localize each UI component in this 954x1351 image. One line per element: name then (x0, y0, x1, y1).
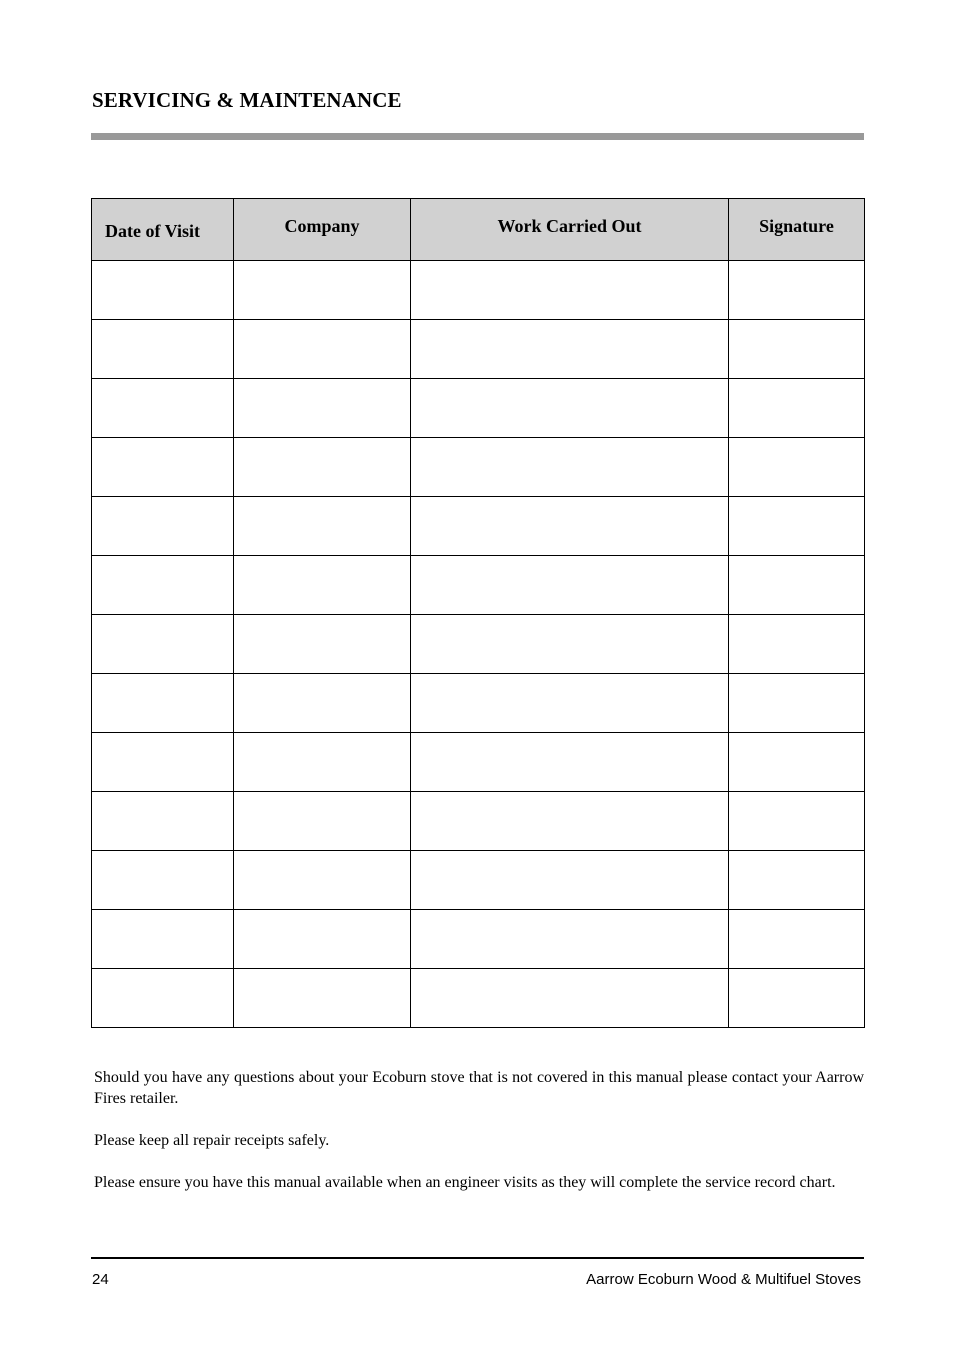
table-row (92, 261, 865, 320)
table-row (92, 320, 865, 379)
table-row (92, 438, 865, 497)
company-cell (234, 261, 411, 320)
table-body (92, 261, 865, 1028)
table-row (92, 792, 865, 851)
work-cell (411, 851, 729, 910)
date-cell (92, 792, 234, 851)
work-cell (411, 615, 729, 674)
table-row (92, 497, 865, 556)
table-row (92, 674, 865, 733)
date-cell (92, 497, 234, 556)
date-cell (92, 556, 234, 615)
column-header-date: Date of Visit (92, 199, 234, 261)
note-manual-available: Please ensure you have this manual available when an engineer visits as they will complete the service record chart. (94, 1174, 836, 1191)
signature-cell (729, 261, 865, 320)
signature-cell (729, 674, 865, 733)
company-cell (234, 438, 411, 497)
date-cell (92, 615, 234, 674)
table-header-row (92, 199, 865, 261)
table-row (92, 615, 865, 674)
document-title: Aarrow Ecoburn Wood & Multifuel Stoves (586, 1271, 861, 1288)
work-cell (411, 792, 729, 851)
service-record-table (91, 198, 865, 1028)
work-cell (411, 261, 729, 320)
note-keep-receipts: Please keep all repair receipts safely. (94, 1132, 330, 1149)
date-cell (92, 969, 234, 1028)
work-cell (411, 497, 729, 556)
company-cell (234, 674, 411, 733)
page-number: 24 (92, 1271, 109, 1288)
work-cell (411, 320, 729, 379)
signature-cell (729, 910, 865, 969)
company-cell (234, 320, 411, 379)
table-row (92, 733, 865, 792)
company-cell (234, 969, 411, 1028)
title-divider (91, 133, 864, 140)
date-cell (92, 910, 234, 969)
date-cell (92, 733, 234, 792)
work-cell (411, 438, 729, 497)
page-title: SERVICING & MAINTENANCE (92, 88, 402, 112)
column-header-signature: Signature (729, 199, 865, 261)
date-cell (92, 320, 234, 379)
column-header-work: Work Carried Out (411, 199, 729, 261)
note-contact-retailer: Should you have any questions about your Ecoburn stove that is not covered in this manual please contact your Aarrow Fires retailer. (94, 1069, 864, 1107)
work-cell (411, 733, 729, 792)
table-row (92, 969, 865, 1028)
table-row (92, 379, 865, 438)
company-cell (234, 615, 411, 674)
date-cell (92, 438, 234, 497)
signature-cell (729, 379, 865, 438)
signature-cell (729, 320, 865, 379)
work-cell (411, 969, 729, 1028)
work-cell (411, 674, 729, 733)
date-cell (92, 261, 234, 320)
company-cell (234, 851, 411, 910)
signature-cell (729, 615, 865, 674)
work-cell (411, 379, 729, 438)
date-cell (92, 674, 234, 733)
company-cell (234, 497, 411, 556)
table-row (92, 910, 865, 969)
date-cell (92, 851, 234, 910)
signature-cell (729, 851, 865, 910)
company-cell (234, 910, 411, 969)
company-cell (234, 556, 411, 615)
company-cell (234, 733, 411, 792)
company-cell (234, 379, 411, 438)
signature-cell (729, 969, 865, 1028)
signature-cell (729, 438, 865, 497)
column-header-company: Company (234, 199, 411, 261)
table-row (92, 851, 865, 910)
signature-cell (729, 556, 865, 615)
footer-divider (91, 1257, 864, 1259)
company-cell (234, 792, 411, 851)
table-row (92, 556, 865, 615)
date-cell (92, 379, 234, 438)
signature-cell (729, 792, 865, 851)
signature-cell (729, 497, 865, 556)
signature-cell (729, 733, 865, 792)
work-cell (411, 556, 729, 615)
work-cell (411, 910, 729, 969)
